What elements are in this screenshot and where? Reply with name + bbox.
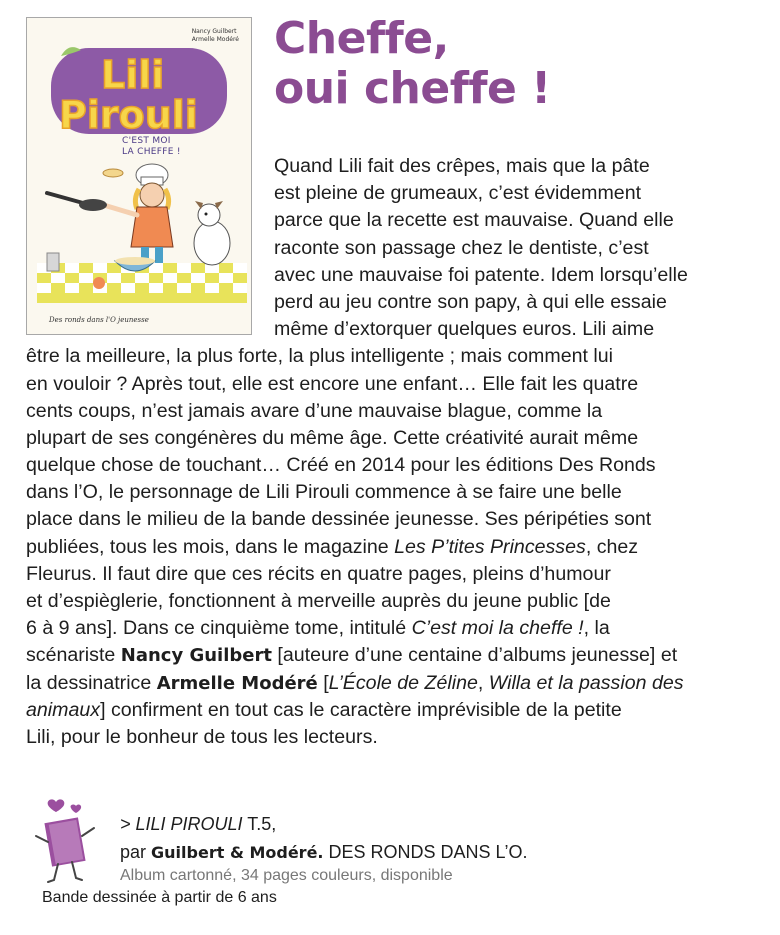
body-text: la dessinatrice: [26, 671, 157, 694]
cover-author: Nancy Guilbert: [191, 28, 237, 35]
work-title: Willa et la passion des: [488, 671, 684, 694]
publisher: DES RONDS DANS L’O.: [323, 842, 528, 862]
body-line: et d’espièglerie, fonctionnent à merveille auprès du jeune public [de: [26, 590, 611, 612]
body-text: [: [317, 671, 329, 694]
body-line: Fleurus. Il faut dire que ces récits en quatre pages, pleins d’humour: [26, 562, 611, 585]
body-text: [auteure d’une centaine d’albums jeunesse] et: [271, 644, 678, 667]
book-info: [26, 796, 766, 916]
body-line: perd au jeu contre son papy, à qui elle essaie: [274, 290, 667, 313]
body-text: ,: [477, 671, 489, 694]
logo-line2: Pirouli: [59, 93, 198, 137]
article-body: [26, 153, 766, 751]
book-mascot-icon: [26, 796, 102, 886]
body-line: être la meilleure, la plus forte, la plus intelligente ; mais comment lui: [26, 345, 613, 368]
body-line: [26, 697, 766, 724]
body-line: avec une mauvaise foi patente. Idem lorsqu’elle: [274, 263, 688, 286]
heart-icon: [71, 805, 82, 813]
body-text: publiées, tous les mois, dans le magazine: [26, 535, 395, 558]
series-name: > LILI PIROULI: [120, 814, 243, 834]
title-line2: oui cheffe !: [274, 63, 551, 114]
body-line: [26, 642, 766, 669]
book-authors-line: [120, 842, 528, 863]
author-name: Nancy Guilbert: [120, 645, 272, 667]
logo-line1: Lili: [101, 53, 165, 97]
body-text: 6 à 9 ans]. Dans ce cinquième tome, intitulé: [26, 617, 412, 640]
cover-illustrator: Armelle Modéré: [191, 36, 239, 43]
illustrator-name: Armelle Modéré: [156, 672, 318, 694]
body-line: [26, 615, 766, 642]
body-line: Lili, pour le bonheur de tous les lecteurs.: [26, 725, 378, 748]
body-text: scénariste: [26, 644, 121, 667]
work-title: animaux: [26, 698, 101, 721]
body-line: [26, 670, 766, 697]
book-genre: Bande dessinée à partir de 6 ans: [42, 889, 277, 906]
magazine-title: Les P’tites Princesses: [394, 535, 586, 558]
body-line: Quand Lili fait des crêpes, mais que la pâte: [274, 155, 650, 177]
book-series: [120, 814, 276, 835]
body-text: ] confirment en tout cas le caractère imprévisible de la petite: [100, 698, 622, 721]
body-line: place dans le milieu de la bande dessinée jeunesse. Ses péripéties sont: [26, 508, 652, 531]
body-line: en vouloir ? Après tout, elle est encore une enfant… Elle fait les quatre: [26, 372, 639, 395]
volume-number: T.5,: [242, 814, 277, 834]
body-line: [26, 534, 766, 561]
body-line: est pleine de grumeaux, c’est évidemment: [274, 182, 642, 205]
body-line: cents coups, n’est jamais avare d’une mauvaise blague, comme la: [26, 399, 603, 422]
body-line: plupart de ses congénères du même âge. Cette créativité aurait même: [26, 426, 639, 449]
article-title: [274, 14, 754, 114]
body-line: parce que la recette est mauvaise. Quand elle: [274, 209, 674, 232]
body-line: raconte son passage chez le dentiste, c’est: [274, 236, 649, 259]
cover-subtitle-line1: C'EST MOI: [122, 136, 171, 146]
book-details: Album cartonné, 34 pages couleurs, disponible: [120, 867, 453, 884]
cover-subtitle-line2: LA CHEFFE !: [122, 147, 181, 157]
body-line: même d’extorquer quelques euros. Lili aime: [274, 318, 655, 341]
by-label: par: [120, 842, 152, 862]
body-line: quelque chose de touchant… Créé en 2014 pour les éditions Des Ronds: [26, 454, 656, 477]
body-text: , la: [583, 617, 610, 640]
work-title: L’École de Zéline: [328, 671, 478, 694]
album-title: C’est moi la cheffe !: [411, 617, 584, 640]
cover-logo: [45, 38, 235, 138]
body-text: , chez: [585, 535, 639, 558]
cover-tagline: Des ronds dans l'O jeunesse: [49, 316, 149, 324]
title-line1: Cheffe,: [274, 13, 449, 64]
book-authors: Guilbert & Modéré.: [151, 843, 324, 862]
body-line: dans l’O, le personnage de Lili Pirouli commence à se faire une belle: [26, 481, 622, 504]
heart-icon: [48, 799, 65, 812]
